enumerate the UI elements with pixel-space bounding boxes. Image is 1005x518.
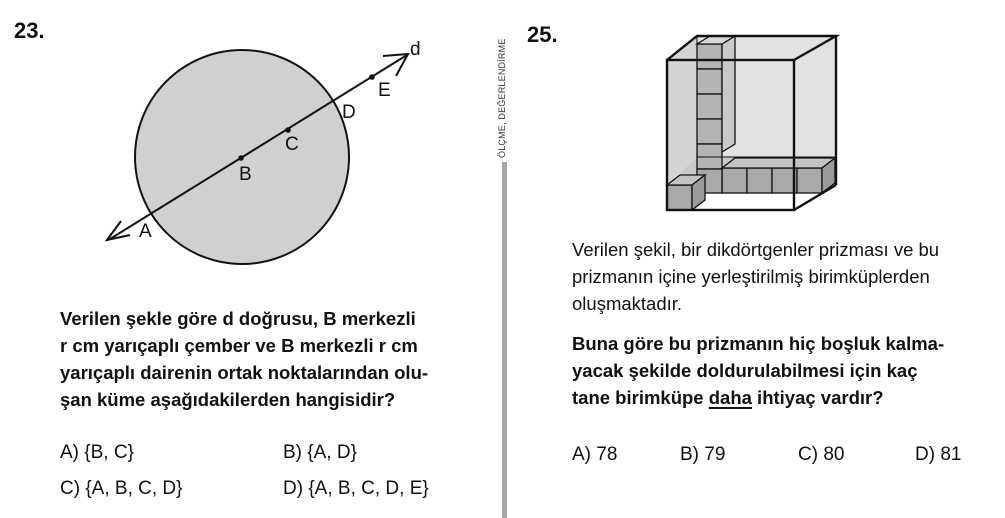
unit-cube xyxy=(697,119,722,144)
label-d: d xyxy=(410,39,421,60)
q23-option-a[interactable]: A) {B, C} xyxy=(60,442,134,463)
q25-intro-line: oluşmaktadır. xyxy=(572,293,683,314)
label-d-point: D xyxy=(342,102,356,123)
unit-cube xyxy=(797,168,822,193)
unit-cube xyxy=(697,69,722,94)
q23-text-line: r cm yarıçaplı çember ve B merkezli r cm xyxy=(60,335,418,356)
unit-cube xyxy=(697,94,722,119)
question-25-number: 25. xyxy=(527,22,558,47)
unit-cube xyxy=(722,168,747,193)
q25-option-c[interactable]: C) 80 xyxy=(798,444,845,465)
q23-text-line: şan küme aşağıdakilerden hangisidir? xyxy=(60,389,396,410)
prism-figure xyxy=(660,28,840,218)
q23-text-line: yarıçaplı dairenin ortak noktalarından olu- xyxy=(60,362,429,383)
point-c xyxy=(285,127,291,133)
side-label: ÖLÇME, DEĞERLENDİRME xyxy=(497,38,507,158)
unit-cube xyxy=(747,168,772,193)
column-divider xyxy=(502,162,507,518)
point-e xyxy=(369,74,375,80)
label-c: C xyxy=(285,134,299,155)
q25-option-a[interactable]: A) 78 xyxy=(572,444,618,465)
point-b xyxy=(238,155,244,161)
q25-intro-line: prizmanın içine yerleştirilmiş birimküplerden xyxy=(572,266,930,287)
label-a: A xyxy=(139,221,152,242)
q23-option-d[interactable]: D) {A, B, C, D, E} xyxy=(283,478,429,499)
q23-option-c[interactable]: C) {A, B, C, D} xyxy=(60,478,183,499)
q23-text-line: Verilen şekle göre d doğrusu, B merkezli xyxy=(60,308,416,329)
label-e: E xyxy=(378,80,391,101)
q23-option-b[interactable]: B) {A, D} xyxy=(283,442,357,463)
question-25-text xyxy=(572,330,997,411)
underlined-word: daha xyxy=(708,387,752,408)
question-23-text xyxy=(60,305,480,413)
arrowhead-lower xyxy=(107,221,130,240)
q25-option-d[interactable]: D) 81 xyxy=(915,444,962,465)
q25-question-line: tane birimküpe daha ihtiyaç vardır? xyxy=(572,387,884,408)
label-b: B xyxy=(239,164,252,185)
circle-figure xyxy=(95,35,455,275)
q25-question-line: Buna göre bu prizmanın hiç boşluk kalma- xyxy=(572,333,945,354)
unit-cube xyxy=(667,185,692,210)
question-23-number: 23. xyxy=(14,18,45,43)
unit-cube xyxy=(697,44,722,69)
q25-option-b[interactable]: B) 79 xyxy=(680,444,726,465)
q25-intro-line: Verilen şekil, bir dikdörtgenler prizması ve bu xyxy=(572,239,940,260)
q25-question-line: yacak şekilde doldurulabilmesi için kaç xyxy=(572,360,918,381)
question-25-intro xyxy=(572,236,992,317)
